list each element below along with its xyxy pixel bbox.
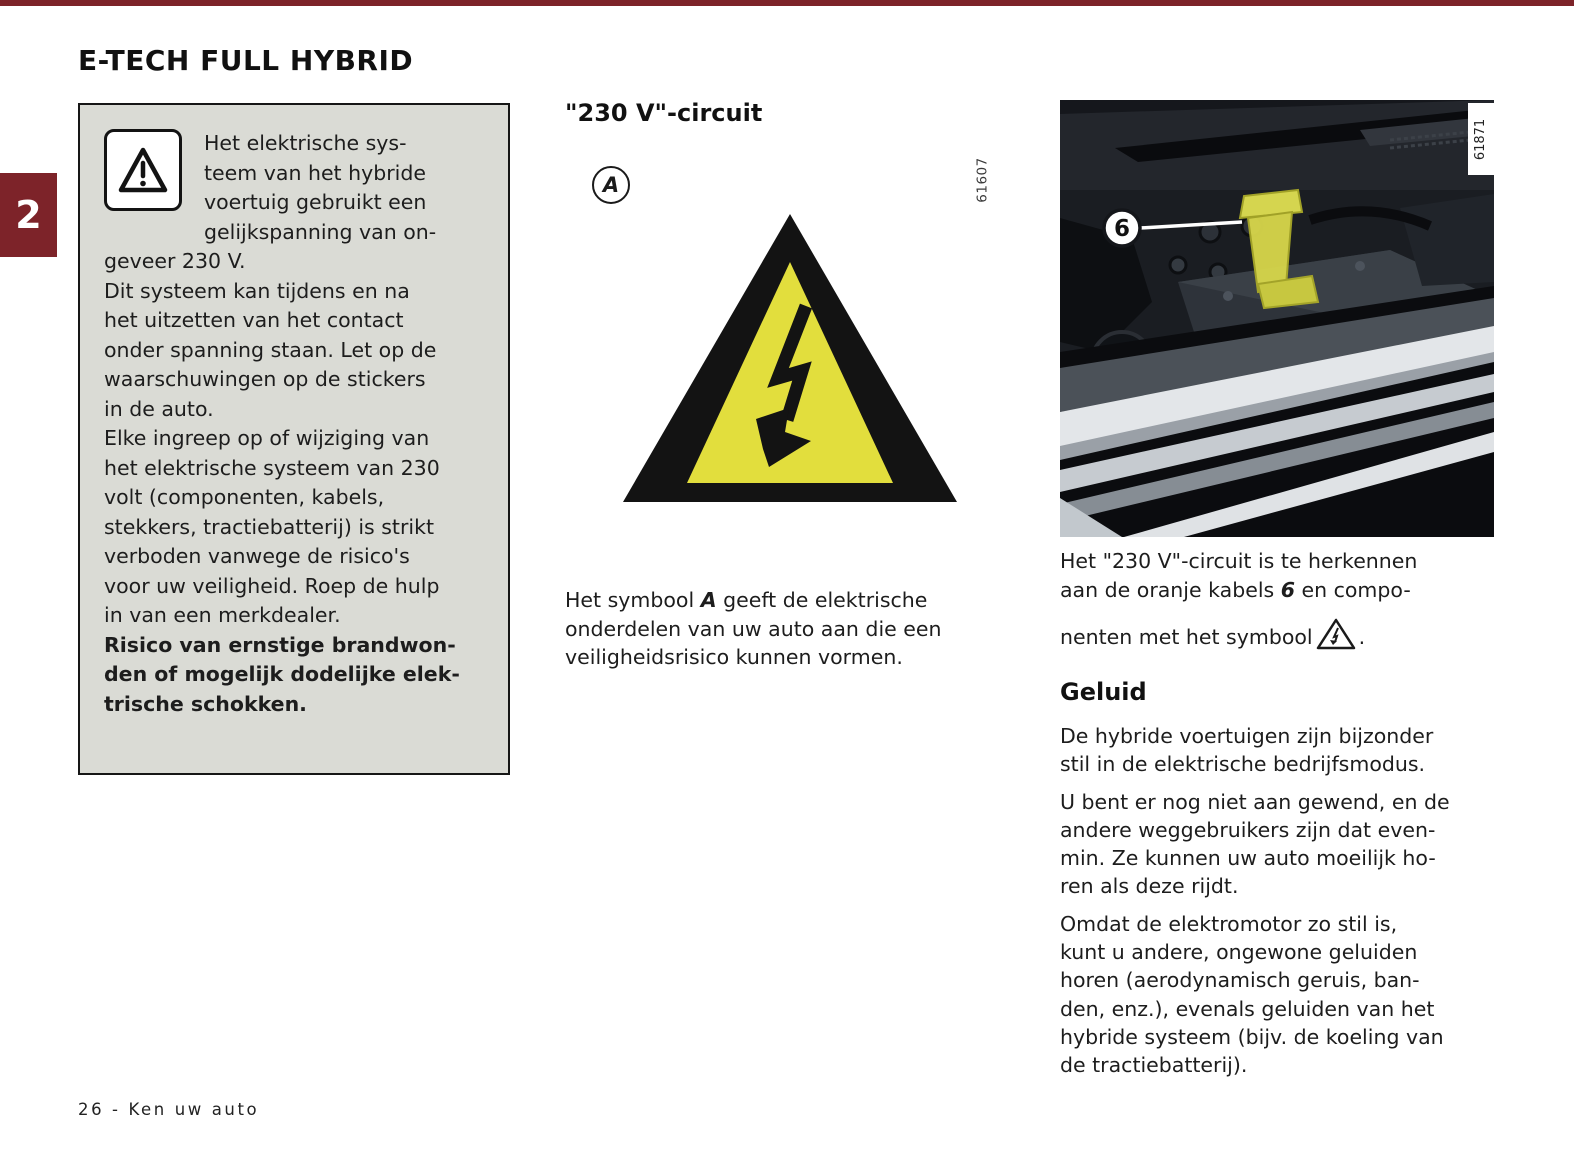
caption-line: onderdelen van uw auto aan die een [565, 616, 942, 641]
exclamation-triangle-icon [117, 146, 169, 194]
paragraph [1060, 788, 1450, 901]
warning-box [78, 103, 510, 775]
warning-icon-wrap [104, 129, 204, 247]
chapter-number: 2 [15, 193, 42, 237]
text-line: in de auto. [104, 396, 214, 421]
photo-caption [1060, 547, 1417, 652]
engine-bay-photo [1060, 100, 1494, 537]
figure-ref-61871: 61871 [1468, 103, 1494, 175]
caption-line: Het symbool A geeft de elektrische [565, 588, 928, 612]
text-line: het elektrische systeem van 230 [104, 455, 440, 480]
caption-line: Het "230 V"-circuit is te herkennen [1060, 549, 1418, 573]
text-line: teem van het hybride [204, 160, 426, 185]
text-line: hybride systeem (bijv. de koeling van [1060, 1024, 1444, 1049]
text-line: kunt u andere, ongewone geluiden [1060, 940, 1418, 965]
warning-triangle-icon [104, 129, 182, 211]
high-voltage-warning-sign [617, 210, 963, 510]
caption-line: aan de oranje kabels 6 en compo- [1060, 577, 1411, 602]
section-heading-geluid: Geluid [1060, 678, 1147, 706]
text-line: Risico van ernstige brandwon- [104, 632, 456, 657]
text-line: stekkers, tractiebatterij) is strikt [104, 514, 434, 539]
text-line: verboden vanwege de risico's [104, 544, 410, 568]
text-line: andere weggebruikers zijn dat even- [1060, 817, 1436, 842]
text-line: Het elektrische sys- [204, 131, 407, 155]
inline-high-voltage-icon [1316, 617, 1356, 651]
text-line: onder spanning staan. Let op de [104, 337, 437, 362]
symbol-ref-a: A [700, 588, 717, 612]
text-line: in van een merkdealer. [104, 603, 341, 627]
caption-line: veiligheidsrisico kunnen vormen. [565, 645, 903, 669]
text-line: horen (aerodynamisch geruis, ban- [1060, 968, 1420, 993]
text-line: den of mogelijk dodelijke elek- [104, 662, 460, 686]
text-line: stil in de elektrische bedrijfsmodus. [1060, 752, 1426, 777]
figure-ref-61607: 61607 [975, 157, 992, 203]
text-line: volt (componenten, kabels, [104, 485, 385, 509]
page-footer: 26 - Ken uw auto [78, 1100, 260, 1119]
text-line: Omdat de elektromotor zo stil is, [1060, 911, 1398, 936]
text-line: trische schokken. [104, 691, 307, 716]
warning-text-bold [104, 631, 492, 720]
text-line: voertuig gebruikt een [204, 190, 427, 214]
section-heading-230v: "230 V"-circuit [565, 99, 763, 127]
text-line: Elke ingreep op of wijziging van [104, 426, 430, 450]
text-line: den, enz.), evenals geluiden van het [1060, 996, 1435, 1021]
text-line: gelijkspanning van on- [204, 219, 437, 244]
text-line: geveer 230 V. [104, 249, 246, 273]
chapter-tab [0, 173, 57, 257]
text-line: U bent er nog niet aan gewend, en de [1060, 789, 1450, 814]
callout-6-label: 6 [1113, 216, 1131, 242]
callout-a-badge [592, 166, 630, 204]
paragraph [1060, 910, 1450, 1080]
callout-a-label: A [602, 173, 620, 197]
paragraph [1060, 722, 1450, 779]
callout-ref-6: 6 [1280, 577, 1295, 602]
page-top-rule [0, 0, 1574, 6]
caption-line: nenten met het symbool . [1060, 617, 1417, 652]
text-line: het uitzetten van het contact [104, 308, 404, 332]
text-line: de tractiebatterij). [1060, 1053, 1248, 1078]
text-line: waarschuwingen op de stickers [104, 367, 426, 391]
text-line: Dit systeem kan tijdens en na [104, 278, 410, 303]
text-line: ren als deze rijdt. [1060, 874, 1239, 899]
text-line: min. Ze kunnen uw auto moeilijk ho- [1060, 846, 1436, 871]
text-line: De hybride voertuigen zijn bijzonder [1060, 724, 1434, 748]
page-title: E-TECH FULL HYBRID [78, 44, 414, 77]
engine-bay-illustration [1060, 100, 1494, 537]
geluid-text [1060, 722, 1450, 1089]
text-line: voor uw veiligheid. Roep de hulp [104, 573, 440, 598]
circuit-caption [565, 586, 942, 672]
